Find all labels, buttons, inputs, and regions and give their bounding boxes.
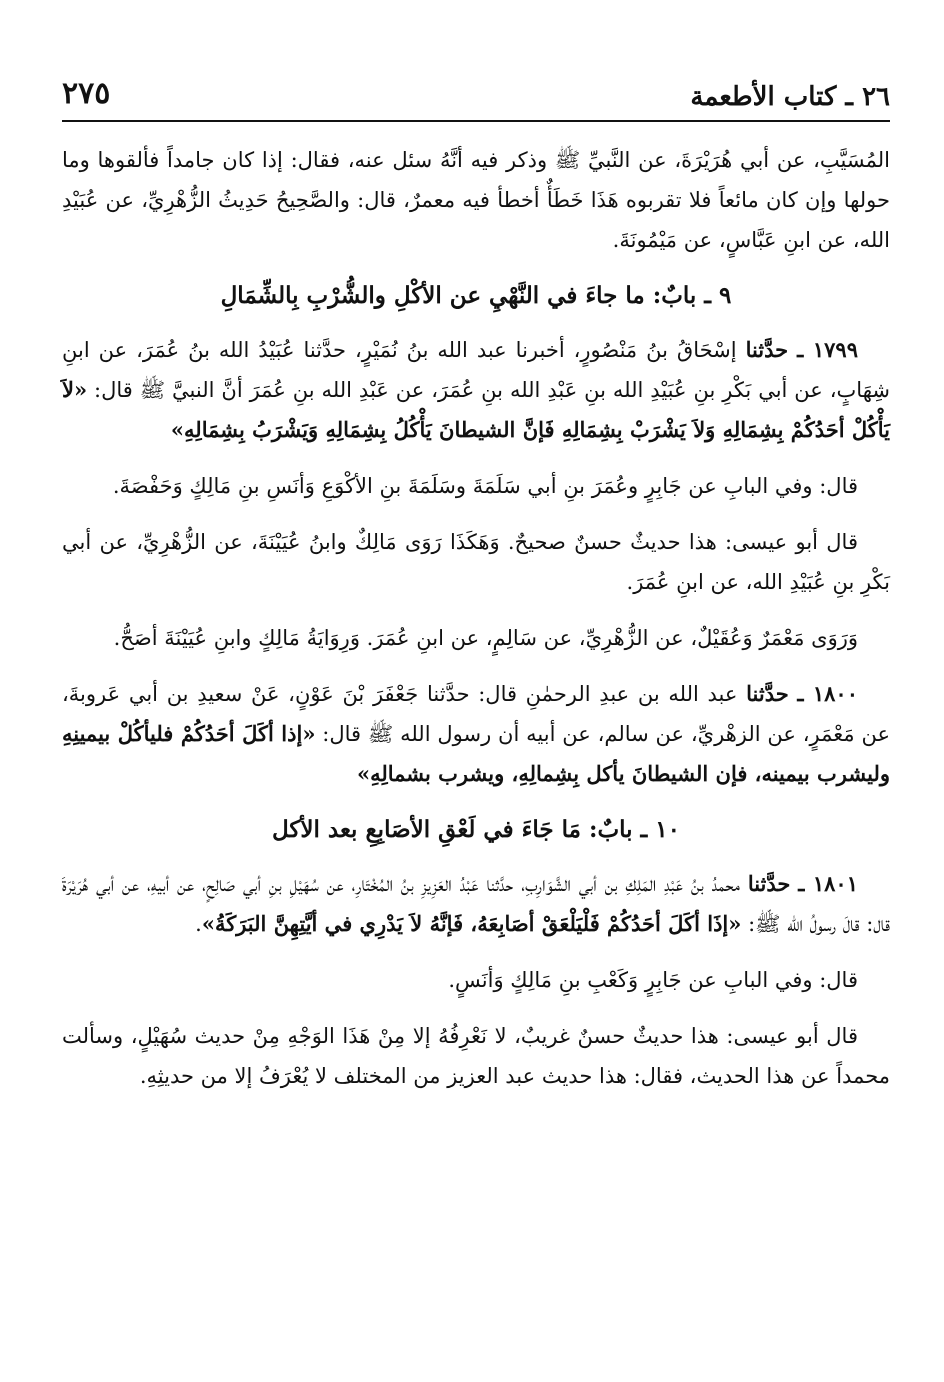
hadith-isnad: إسْحَاقُ بنُ مَنْصُورٍ، أخبرنا عبد الله بنُ نُمَيْرٍ، حدَّثنا عُبَيْدُ الله بنُ عُمَرَ، عن ابنِ شِهَابٍ، عن أبي بَكْرِ بنِ عُبَيْدِ الله بنِ عَبْدِ الله بنِ عُمَرَ، عن عَبْدِ الله بنِ عُمَرَ أنَّ النبيَّ ﷺ قال: [62, 338, 890, 402]
section-heading-bab-10: ١٠ ـ بابٌ: مَا جَاءَ في لَعْقِ الأصَابِعِ بعد الأكل [271, 816, 681, 843]
section-heading-bab-9: ٩ ـ بابٌ: ما جاءَ في النَّهْيِ عن الأكْلِ والشُّرْبِ بِالشِّمَالِ [220, 282, 732, 309]
page-body [62, 140, 890, 1096]
chapter-title: ٢٦ ـ كتاب الأطعمة [690, 82, 890, 112]
hadith-matn: «إذا أكَلَ أحَدُكُمْ فليأكُلْ بيمينِهِ وليشرب بيمينه، فإن الشيطانَ يأكل بِشِمالِهِ، ويشرب بشمالِهِ» [62, 721, 890, 786]
hadith-lead: حدَّثنا [746, 681, 789, 706]
hadith-1800 [62, 674, 890, 794]
hadith-isnad: عبد الله بن عبدِ الرحمٰنِ قال: حدَّثنا جَعْفَرَ بْنَ عَوْنٍ، عَنْ سعيدِ بن أبي عَروبةَ، عن مَعْمَرٍ، عن الزهْريِّ، عن سالم، عن أبيه أن رسول الله ﷺ قال: [62, 682, 891, 746]
hadith-number: ١٨٠٠ ـ [797, 681, 858, 706]
hadith-1801 [62, 864, 890, 944]
narration-note: وَرَوَى مَعْمَرٌ وَعُقَيْلٌ، عن الزُّهْرِيِّ، عن سَالِمٍ، عن ابنِ عُمَرَ. وَرِوَايَةُ مَالِكٍ وابنِ عُيَيْنَةَ أصَحُّ. [113, 626, 858, 650]
bab-note-paragraph: قال: وفي البابِ عن جَابِرٍ وعُمَرَ بنِ أبي سَلَمَةَ وسَلَمَةَ بنِ الأكْوَعِ وَأنَسِ بنِ مَالِكٍ وَحَفْصَةَ. [112, 474, 858, 498]
running-header [62, 62, 890, 120]
continuation-paragraph: المُسَيَّبِ، عن أبي هُرَيْرَةَ، عن النَّبيِّ ﷺ وذكر فيه أنَّهُ سئل عنه، فقال: إذا كان جامداً فألقوها وما حولها وإن كان مائعاً فلا تقربوه هَذَا خَطَأٌ أخطأ فيه معمرٌ، قال: والصَّحِيحُ حَدِيثُ الزُّهْرِيِّ، عن عُبَيْدِ الله، عن ابنِ عَبَّاسٍ، عن مَيْمُونَةَ. [62, 148, 890, 252]
abu-isa-comment: قال أبو عيسى: هذا حديثٌ حسنٌ صحيحٌ. وَهَكَذَا رَوَى مَالِكٌ وابنُ عُيَيْنَةَ، عن الزُّهْرِيِّ، عن أبي بَكْرِ بنِ عُبَيْدِ الله، عن ابنِ عُمَرَ. [62, 530, 890, 594]
hadith-lead: حدَّثنا [747, 871, 791, 896]
hadith-number: ١٧٩٩ ـ [797, 337, 858, 362]
header-rule [62, 120, 890, 122]
book-page [62, 62, 890, 1362]
bab-note-paragraph: قال: وفي البابِ عن جَابِرٍ وَكَعْبِ بنِ مَالِكٍ وَأنَسٍ. [448, 968, 858, 992]
hadith-matn: «لاَ يَأْكُلْ أحَدُكُمْ بِشِمَالِهِ وَلاَ يَشْرَبْ بِشِمَالِهِ فَإنَّ الشيطانَ يَأْكُلُ بِشِمَالِهِ وَيَشْرَبُ بِشِمَالِهِ» [62, 377, 890, 442]
hadith-lead: حدَّثنا [745, 337, 789, 362]
hadith-tail: . [195, 912, 202, 936]
hadith-isnad: محمدُ بنُ عَبْدِ المَلِكِ بن أبي الشَّوَارِبِ، حدَّثنا عَبْدُ العَزِيزِ بنُ المُخْتَارِ، عن سُهَيْلِ بنِ أبي صَالِحٍ، عن أبيهِ، عن أبي هُرَيْرَةَ قال: قالَ رسولُ الله ﷺ: [62, 872, 890, 936]
hadith-1799 [62, 330, 890, 450]
hadith-matn: «إذَا أكَلَ أحَدُكُمْ فَلْيَلْعَقْ أصَابِعَهُ، فَإنَّهُ لاَ يَدْرِي في أيَّتِهِنَّ البَرَكَةُ» [201, 911, 742, 936]
abu-isa-comment: قال أبو عيسى: هذا حديثٌ حسنٌ غريبٌ، لا نَعْرِفُهُ إلا مِنْ هَذَا الوَجْهِ مِنْ حديث سُهَيْلٍ، وسألت محمداً عن هذا الحديث، فقال: هذا حديث عبد العزيز من المختلف لا يُعْرَفُ إلا من حديثِهِ. [62, 1024, 890, 1088]
page-number: ٢٧٥ [62, 76, 111, 111]
hadith-number: ١٨٠١ ـ [798, 871, 858, 896]
